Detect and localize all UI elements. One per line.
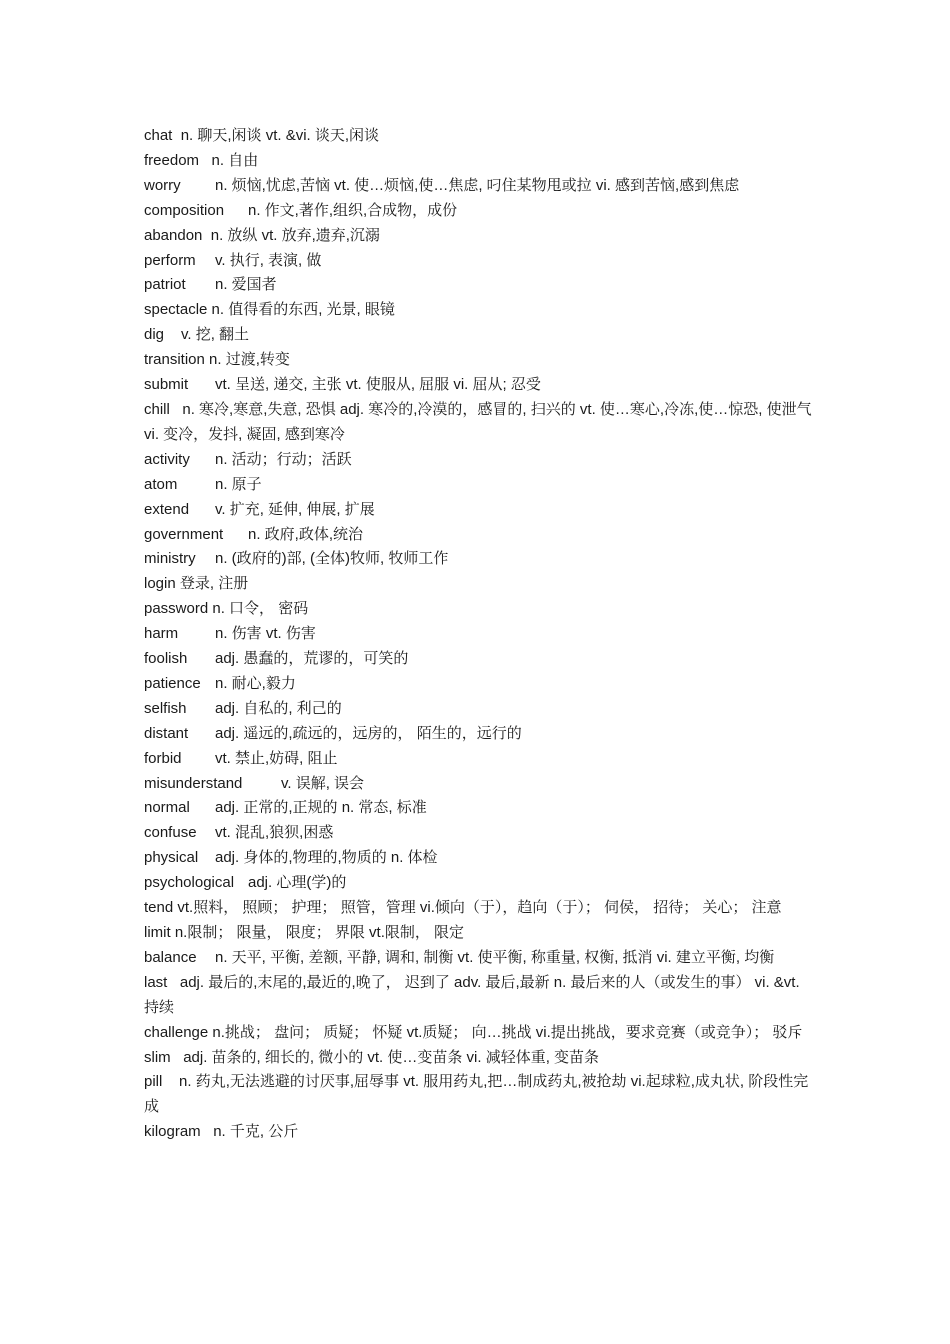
entry-atom — [144, 473, 812, 498]
entry-password — [144, 597, 812, 622]
entry-definition: n. 放纵 vt. 放弃,遗弃,沉溺 — [210, 226, 380, 244]
entry-definition: n. 爱国者 — [215, 276, 277, 294]
entry-word: activity — [144, 450, 190, 468]
entry-word: chill — [144, 400, 170, 418]
entry-limit — [144, 921, 812, 946]
entry-definition: adj. 身体的,物理的,物质的 n. 体检 — [215, 849, 438, 867]
entry-definition: n.挑战； 盘问； 质疑； 怀疑 vt.质疑； 向…挑战 vi.提出挑战，要求竞赛（或竞争）； 驳斥 — [212, 1023, 803, 1041]
entry-last — [144, 971, 812, 1021]
entry-word: distant — [144, 724, 189, 742]
entry-physical — [144, 846, 812, 871]
entry-worry — [144, 174, 812, 199]
entry-definition: adj. 遥远的,疏远的，远房的， 陌生的，远行的 — [215, 724, 522, 742]
entry-word: pill — [144, 1073, 163, 1091]
entry-definition: v. 挖, 翻土 — [181, 326, 250, 344]
entry-word: balance — [144, 948, 197, 966]
entry-freedom — [144, 149, 812, 174]
entry-submit — [144, 373, 812, 398]
entry-word: patience — [144, 674, 201, 692]
entry-definition: n. 活动；行动；活跃 — [215, 450, 352, 468]
entry-word: physical — [144, 849, 199, 867]
entry-word: password — [144, 600, 209, 618]
entry-definition: v. 执行, 表演, 做 — [215, 251, 322, 269]
entry-activity — [144, 448, 812, 473]
entry-chill — [144, 398, 812, 448]
entry-tend — [144, 896, 812, 921]
entry-definition: n. 寒冷,寒意,失意, 恐惧 adj. 寒冷的,冷漠的，感冒的, 扫兴的 vt. 使…寒心,冷冻,使…惊恐, 使泄气 vi. 变冷，发抖, 凝固, 感到寒冷 — [144, 400, 812, 443]
entry-word: slim — [144, 1048, 171, 1066]
vocabulary-document — [144, 124, 812, 1145]
entry-word: perform — [144, 251, 196, 269]
entry-selfish — [144, 697, 812, 722]
entry-pill — [144, 1070, 812, 1120]
entry-word: last — [144, 973, 168, 991]
entry-abandon — [144, 224, 812, 249]
entry-definition: n. 耐心,毅力 — [215, 674, 296, 692]
entry-definition: adj. 苗条的, 细长的, 微小的 vt. 使…变苗条 vi. 减轻体重, 变苗条 — [183, 1048, 600, 1066]
entry-word: login — [144, 575, 176, 593]
entry-word: confuse — [144, 824, 197, 842]
entry-word: dig — [144, 326, 165, 344]
entry-foolish — [144, 647, 812, 672]
entry-definition: adj. 愚蠢的，荒谬的，可笑的 — [215, 650, 409, 668]
entry-word: atom — [144, 475, 178, 493]
entry-normal — [144, 796, 812, 821]
entry-definition: n. 值得看的东西, 光景, 眼镜 — [211, 301, 395, 319]
entry-definition: n. 聊天,闲谈 vt. &vi. 谈天,闲谈 — [180, 127, 380, 144]
entry-word: freedom — [144, 151, 200, 169]
entry-definition: n. 伤害 vt. 伤害 — [215, 625, 316, 643]
entry-government — [144, 523, 812, 548]
entry-word: psychological — [144, 874, 235, 892]
entry-word: composition — [144, 201, 225, 219]
entry-word: harm — [144, 625, 179, 643]
entry-confuse — [144, 821, 812, 846]
entry-definition: vt. 混乱,狼狈,困惑 — [215, 824, 334, 842]
entry-word: misunderstand — [144, 774, 243, 792]
entry-definition: adj. 心理(学)的 — [248, 874, 347, 892]
entry-patriot — [144, 273, 812, 298]
entry-harm — [144, 622, 812, 647]
entry-definition: 登录, 注册 — [179, 575, 249, 593]
entry-definition: n. 烦恼,忧虑,苦恼 vt. 使…烦恼,使…焦虑, 叼住某物甩或拉 vi. 感到苦恼,感到焦虑 — [215, 176, 740, 194]
entry-challenge — [144, 1021, 812, 1046]
entry-transition — [144, 348, 812, 373]
entry-chat — [144, 124, 812, 149]
entry-word: forbid — [144, 749, 182, 767]
entry-word: ministry — [144, 550, 196, 568]
entry-misunderstand — [144, 772, 812, 797]
entry-definition: v. 扩充, 延伸, 伸展, 扩展 — [215, 500, 375, 518]
entry-definition: n. 天平, 平衡, 差额, 平静, 调和, 制衡 vt. 使平衡, 称重量, 权衡, 抵消 vi. 建立平衡, 均衡 — [215, 948, 775, 966]
entry-patience — [144, 672, 812, 697]
entry-ministry — [144, 547, 812, 572]
entry-definition: n. 政府,政体,统治 — [248, 525, 364, 543]
entry-definition: adj. 正常的,正规的 n. 常态, 标准 — [215, 799, 427, 817]
entry-definition: n.限制； 限量， 限度； 界限 vt.限制， 限定 — [174, 924, 465, 941]
entry-word: foolish — [144, 650, 188, 668]
entry-word: challenge — [144, 1023, 209, 1041]
entry-definition: vt. 呈送, 递交, 主张 vt. 使服从, 屈服 vi. 屈从; 忍受 — [215, 376, 541, 394]
entry-definition: vt.照料， 照顾； 护理； 照管，管理 vi.倾向（于），趋向（于）； 伺侯， 招待； 关心； 注意 — [177, 899, 782, 917]
entry-word: kilogram — [144, 1123, 201, 1141]
entry-login — [144, 572, 812, 597]
entry-extend — [144, 498, 812, 523]
entry-definition: n. 原子 — [215, 475, 262, 493]
entry-definition: adj. 最后的,末尾的,最近的,晚了， 迟到了 adv. 最后,最新 n. 最后来的人（或发生的事） vi. &vt. 持续 — [144, 973, 800, 1016]
entry-word: limit — [144, 924, 171, 941]
entry-definition: vt. 禁止,妨碍, 阻止 — [215, 749, 338, 767]
entry-word: tend — [144, 899, 174, 917]
entry-spectacle — [144, 298, 812, 323]
entry-distant — [144, 722, 812, 747]
entry-word: chat — [144, 127, 173, 144]
entry-dig — [144, 323, 812, 348]
entry-word: selfish — [144, 699, 187, 717]
entry-kilogram — [144, 1120, 812, 1145]
entry-definition: n. 过渡,转变 — [209, 351, 290, 369]
entry-definition: n. 作文,著作,组织,合成物，成份 — [248, 201, 458, 219]
entry-definition: n. 自由 — [211, 151, 259, 169]
entry-composition — [144, 199, 812, 224]
entry-word: worry — [144, 176, 181, 194]
entry-word: spectacle — [144, 301, 208, 319]
entry-word: abandon — [144, 226, 203, 244]
entry-word: submit — [144, 376, 189, 394]
entry-word: government — [144, 525, 224, 543]
entry-word: patriot — [144, 276, 186, 294]
entry-word: transition — [144, 351, 205, 369]
entry-slim — [144, 1046, 812, 1071]
entry-definition: n. (政府的)部, (全体)牧师, 牧师工作 — [215, 550, 449, 568]
entry-definition: n. 口令， 密码 — [212, 600, 309, 618]
entry-definition: n. 药丸,无法逃避的讨厌事,屈辱事 vt. 服用药丸,把…制成药丸,被抢劫 vi.起球粒,成丸状, 阶段性完成 — [144, 1073, 809, 1116]
entry-perform — [144, 249, 812, 274]
entry-balance — [144, 946, 812, 971]
entry-word: normal — [144, 799, 190, 817]
entry-definition: n. 千克, 公斤 — [213, 1123, 299, 1141]
entry-word: extend — [144, 500, 190, 518]
entry-definition: adj. 自私的, 利己的 — [215, 699, 342, 717]
entry-forbid — [144, 747, 812, 772]
entry-psychological — [144, 871, 812, 896]
entry-definition: v. 误解, 误会 — [281, 774, 365, 792]
